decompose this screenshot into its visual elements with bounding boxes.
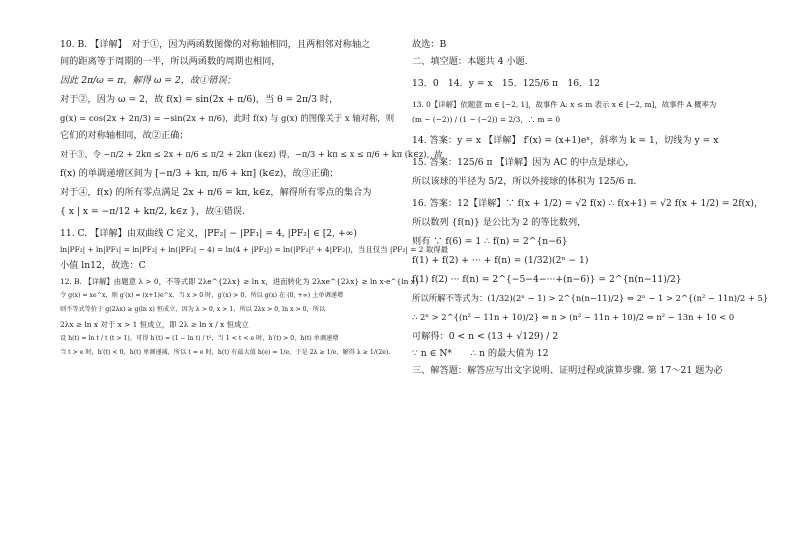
- q11-line-2: ln|PF₂| + ln|PF₁| = ln|PF₂| + ln(|PF₂| − 4) = ln(4 + |PF₂|) = ln(|PF₂|² + 4|PF₂|)，当且仅当 |PF₂| = 2 取得最: [60, 245, 449, 254]
- q12-line-3: 则不等式等价于 g(2λx) ≥ g(ln x) 恒成立，因为 λ > 0, x > 1，所以 2λx > 0, ln x > 0，所以: [60, 306, 326, 313]
- q10-line-6: 它们的对称轴相同，故②正确；: [60, 130, 189, 141]
- q16-line-8: 可解得：0 < n < (13 + √129) / 2: [412, 331, 559, 342]
- right-column: [412, 38, 772, 377]
- q12-line-4: 2λx ≥ ln x 对于 x > 1 恒成立，即 2λ ≥ ln x / x 恒成立: [60, 320, 249, 329]
- q12-line-6: 当 t > e 时，h′(t) < 0，h(t) 单调递减，所以 t = e 时，h(t) 有最大值 h(e) = 1/e，于是 2λ ≥ 1/e，解得 λ ≥ 1/(2e).: [60, 349, 391, 356]
- q10-line-4: 对于②，因为 ω = 2，故 f(x) = sin(2x + π/6)，当 θ = 2π/3 时，: [60, 94, 339, 105]
- q13-line-1: 13. 0【详解】依题意 m ∈ [−2, 1]，故事件 A: x ≤ m 表示 x ∈ [−2, m]，故事件 A 概率为: [412, 100, 717, 109]
- q10-line-7: 对于③，令 −π/2 + 2kπ ≤ 2x + π/6 ≤ π/2 + 2kπ (k∈z) 得，−π/3 + kπ ≤ x ≤ π/6 + kπ (k∈z)，故: [60, 149, 443, 159]
- q13-line-2: (m − (−2)) / (1 − (−2)) = 2/3，∴ m = 0: [412, 115, 561, 124]
- q11-line-3: 小值 ln12，故选：C: [60, 260, 146, 271]
- q15-line-2: 所以该球的半径为 5/2，所以外接球的体积为 125/6 π.: [412, 176, 637, 187]
- q16-line-1: 16. 答案：12【详解】∵ f(x + 1/2) = √2 f(x) ∴ f(x+1) = √2 f(x + 1/2) = 2f(x)，: [412, 198, 764, 209]
- q10-line-10: { x | x = −π/12 + kπ/2, k∈z }，故④错误.: [60, 206, 245, 217]
- section-2-heading: 二、填空题：本题共 4 小题.: [412, 56, 528, 67]
- q16-line-5: f(1) f(2) ··· f(n) = 2^{−5−4−···+(n−6)} = 2^{n(n−11)/2}: [412, 274, 682, 285]
- q10-line-1: 10. B. 【详解】 对于①，因为两函数图像的对称轴相同，且两相邻对称轴之: [60, 39, 371, 50]
- q12-line-5: 设 h(t) = ln t / t (t > 1)，可得 h′(t) = (1 − ln t) / t²，当 1 < t < e 时，h′(t) > 0，h(t) 单调递增: [60, 335, 339, 342]
- q14-line: 14. 答案：y = x 【详解】 f′(x) = (x+1)eˣ，斜率为 k = 1，切线为 y = x: [412, 135, 719, 146]
- q12-line-2: 令 g(x) = xe^x，则 g′(x) = (x+1)e^x，当 x > 0 时，g′(x) > 0，所以 g(x) 在 (0, +∞) 上单调递增: [60, 292, 344, 299]
- fill-answers-line: 13．0 14．y = x 15．125/6 π 16．12: [412, 78, 600, 89]
- q12-line-1: 12. B. 【详解】由题意 λ > 0，不等式即 2λe^{2λx} ≥ ln x，进而转化为 2λxe^{2λx} ≥ ln x·e^{ln x}: [60, 277, 420, 286]
- q12-answer: 故选：B: [412, 39, 447, 50]
- q16-line-4: f(1) + f(2) + ··· + f(n) = (1/32)(2ⁿ − 1): [412, 255, 589, 266]
- section-3-heading: 三、解答题：解答应写出文字说明、证明过程或演算步骤. 第 17～21 题为必: [412, 365, 723, 376]
- q11-line-1: 11. C. 【详解】由双曲线 C 定义，|PF₂| − |PF₁| = 4, |PF₂| ∈ [2, +∞): [60, 228, 357, 239]
- q16-line-7: ∴ 2ⁿ > 2^{(n² − 11n + 10)/2} ⇔ n > (n² − 11n + 10)/2 ⇔ n² − 13n + 10 < 0: [412, 312, 735, 322]
- q16-line-6: 所以所解不等式为：(1/32)(2ⁿ − 1) > 2^{n(n−11)/2} ⇔ 2ⁿ − 1 > 2^{(n² − 11n)/2 + 5}: [412, 293, 769, 303]
- q10-line-8: f(x) 的单调递增区间为 [−π/3 + kπ, π/6 + kπ] (k∈z)，故③正确；: [60, 168, 339, 179]
- q10-line-3: 因此 2π/ω = π，解得 ω = 2，故①错误；: [60, 75, 236, 86]
- q10-line-2: 间的距离等于周期的一半，所以两函数的周期也相同，: [60, 56, 281, 67]
- q16-line-3: 则有 ∵ f(6) = 1 ∴ f(n) = 2^{n−6}: [412, 236, 568, 247]
- q15-line-1: 15. 答案：125/6 π 【详解】因为 AC 的中点是球心，: [412, 157, 635, 168]
- q10-line-9: 对于④，f(x) 的所有零点满足 2x + π/6 = kπ, k∈z，解得所有零点的集合为: [60, 187, 372, 198]
- q16-line-2: 所以数列 {f(n)} 是公比为 2 的等比数列，: [412, 217, 587, 228]
- q10-line-5: g(x) = cos(2x + 2π/3) = −sin(2x + π/6)，此时 f(x) 与 g(x) 的图像关于 x 轴对称，则: [60, 113, 395, 123]
- q16-line-9: ∵ n ∈ N* ∴ n 的最大值为 12: [412, 348, 549, 359]
